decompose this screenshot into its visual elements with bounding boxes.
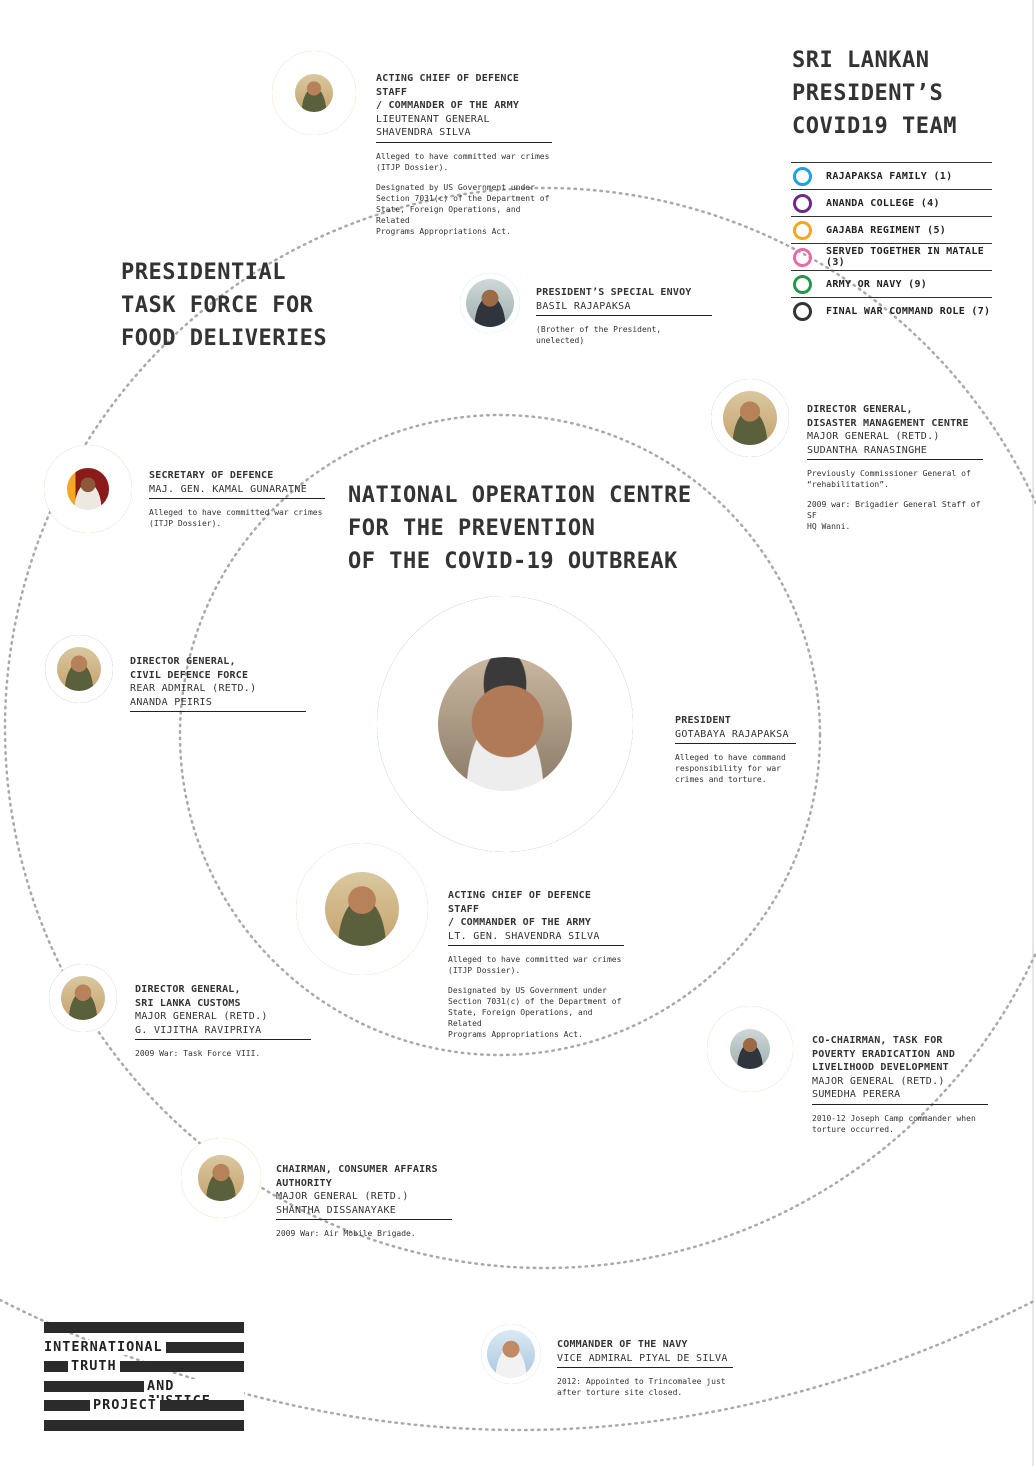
- legend-item: [791, 189, 992, 216]
- info-gotabaya-rajapaksa: [675, 714, 796, 794]
- avatar-kamal-gunaratne: [44, 445, 132, 533]
- divider: [812, 1104, 988, 1105]
- noc-title: [348, 479, 692, 578]
- info-shantha-dissanayake: [276, 1163, 452, 1248]
- note-text: 2012: Appointed to Trincomalee just after torture site closed.: [557, 1377, 726, 1397]
- portrait: [67, 468, 109, 510]
- role-text: COMMANDER OF THE NAVY: [557, 1339, 688, 1350]
- role-text: ACTING CHIEF OF DEFENCE STAFF / COMMANDER OF THE ARMY: [376, 73, 520, 111]
- portrait: [466, 279, 514, 327]
- avatar-gotabaya-rajapaksa: [377, 596, 633, 852]
- logo-bar-row: [44, 1318, 244, 1338]
- note-text: 2010-12 Joseph Camp commander when torture occurred.: [812, 1113, 976, 1134]
- divider: [135, 1039, 311, 1040]
- info-shavendra-silva-top: [376, 72, 552, 246]
- legend-label: FINAL WAR COMMAND ROLE (7): [826, 305, 991, 317]
- legend-item: [791, 297, 992, 324]
- legend: [791, 162, 992, 324]
- info-sudantha-ranasinghe: [807, 403, 983, 541]
- portrait: [198, 1155, 243, 1200]
- divider: [376, 142, 552, 143]
- note-text: Previously Commissioner General of “rehabilitation”.: [807, 469, 971, 489]
- logo-row: [44, 1396, 244, 1416]
- info-kamal-gunaratne: [149, 469, 325, 538]
- role-text: CHAIRMAN, CONSUMER AFFAIRS AUTHORITY: [276, 1164, 438, 1189]
- task-force-title: [121, 256, 327, 355]
- note-text: Alleged to have committed war crimes (ITJP Dossier).: [448, 955, 622, 975]
- noc-title-line-3: OF THE COVID-19 OUTBREAK: [348, 549, 678, 574]
- main-title: [792, 44, 957, 143]
- main-title-line-3: COVID19 TEAM: [792, 114, 957, 139]
- info-piyal-de-silva: [557, 1338, 733, 1407]
- avatar-piyal-de-silva: [481, 1324, 541, 1384]
- avatar-basil-rajapaksa: [460, 273, 520, 333]
- portrait: [487, 1330, 535, 1378]
- portrait: [325, 872, 399, 946]
- main-title-line-1: SRI LANKAN: [792, 48, 930, 73]
- note-text: 2009 war: Brigadier General Staff of SF HQ Wanni.: [807, 500, 981, 531]
- divider: [149, 498, 325, 499]
- logo-text-truth: TRUTH: [68, 1359, 120, 1374]
- note-text: Alleged to have command responsibility for war crimes and torture.: [675, 753, 786, 784]
- note-text: Designated by US Government under Section 7031(c) of the Department of State, Foreign Operations, and Related Programs Appropriations Act.: [448, 986, 622, 1039]
- logo-text-international: INTERNATIONAL: [41, 1340, 166, 1355]
- name-text: GOTABAYA RAJAPAKSA: [675, 728, 789, 740]
- divider: [276, 1219, 452, 1220]
- divider: [557, 1367, 733, 1368]
- legend-label: SERVED TOGETHER IN MATALE (3): [826, 246, 985, 268]
- legend-label: ANANDA COLLEGE (4): [826, 197, 940, 209]
- role-text: SECRETARY OF DEFENCE: [149, 470, 274, 481]
- itjp-logo: [44, 1318, 244, 1435]
- note-text: 2009 War: Air Mobile Brigade.: [276, 1229, 416, 1238]
- legend-label: GAJABA REGIMENT (5): [826, 224, 947, 236]
- divider: [675, 743, 796, 744]
- task-force-title-line-3: FOOD DELIVERIES: [121, 326, 328, 351]
- name-text: MAJOR GENERAL (RETD.) SUMEDHA PERERA: [812, 1075, 945, 1100]
- ring-icon: [793, 221, 812, 240]
- avatar-sudantha-ranasinghe: [711, 379, 789, 457]
- name-text: MAJOR GENERAL (RETD.) SUDANTHA RANASINGHE: [807, 431, 940, 456]
- ring-icon: [793, 194, 812, 213]
- ring-icon: [793, 302, 812, 321]
- role-text: DIRECTOR GENERAL, DISASTER MANAGEMENT CENTRE: [807, 404, 969, 429]
- legend-item: [791, 216, 992, 243]
- legend-item: [791, 270, 992, 297]
- logo-row: [44, 1338, 244, 1358]
- name-text: MAJ. GEN. KAMAL GUNARATNE: [149, 483, 308, 495]
- noc-title-line-1: NATIONAL OPERATION CENTRE: [348, 483, 692, 508]
- logo-row: [44, 1377, 244, 1397]
- logo-row: [44, 1357, 244, 1377]
- noc-title-line-2: FOR THE PREVENTION: [348, 516, 596, 541]
- portrait: [723, 391, 778, 446]
- portrait: [61, 976, 106, 1021]
- ring-icon: [793, 248, 812, 267]
- divider: [130, 711, 306, 712]
- portrait: [295, 74, 333, 112]
- name-text: LIEUTENANT GENERAL SHAVENDRA SILVA: [376, 113, 490, 138]
- info-sumedha-perera: [812, 1034, 988, 1144]
- portrait: [57, 647, 102, 692]
- note-text: 2009 War: Task Force VIII.: [135, 1049, 261, 1058]
- avatar-ananda-peiris: [45, 635, 113, 703]
- portrait: [438, 657, 572, 791]
- avatar-sumedha-perera: [707, 1006, 793, 1092]
- role-text: PRESIDENT: [675, 715, 731, 726]
- portrait: [730, 1029, 770, 1069]
- avatar-shavendra-silva-mid: [296, 843, 428, 975]
- name-text: BASIL RAJAPAKSA: [536, 300, 631, 312]
- role-text: DIRECTOR GENERAL, CIVIL DEFENCE FORCE: [130, 656, 249, 681]
- info-ananda-peiris: [130, 655, 306, 720]
- name-text: MAJOR GENERAL (RETD.) SHANTHA DISSANAYAKE: [276, 1191, 409, 1216]
- logo-text-project: PROJECT: [90, 1398, 160, 1413]
- legend-label: ARMY OR NAVY (9): [826, 278, 928, 290]
- task-force-title-line-1: PRESIDENTIAL: [121, 260, 286, 285]
- note-text: Alleged to have committed war crimes (ITJP Dossier).: [149, 508, 323, 528]
- info-shavendra-silva-mid: [448, 889, 624, 1049]
- info-basil-rajapaksa: [536, 286, 712, 355]
- ring-icon: [793, 167, 812, 186]
- legend-item: [791, 243, 992, 270]
- divider: [448, 945, 624, 946]
- role-text: ACTING CHIEF OF DEFENCE STAFF / COMMANDER OF THE ARMY: [448, 890, 592, 928]
- logo-text-justice: AND: [144, 1379, 244, 1409]
- note-text: (Brother of the President, unelected): [536, 325, 662, 345]
- name-text: MAJOR GENERAL (RETD.) G. VIJITHA RAVIPRIYA: [135, 1011, 268, 1036]
- role-text: DIRECTOR GENERAL, SRI LANKA CUSTOMS: [135, 984, 241, 1009]
- main-title-line-2: PRESIDENT’S: [792, 81, 944, 106]
- name-text: REAR ADMIRAL (RETD.) ANANDA PEIRIS: [130, 683, 257, 708]
- legend-item: [791, 162, 992, 189]
- avatar-vijitha-ravipriya: [49, 964, 117, 1032]
- logo-bar-row: [44, 1416, 244, 1436]
- name-text: LT. GEN. SHAVENDRA SILVA: [448, 930, 600, 942]
- divider: [807, 459, 983, 460]
- avatar-shavendra-silva-top: [272, 51, 356, 135]
- task-force-title-line-2: TASK FORCE FOR: [121, 293, 314, 318]
- role-text: PRESIDENT’S SPECIAL ENVOY: [536, 287, 692, 298]
- info-vijitha-ravipriya: [135, 983, 311, 1068]
- role-text: CO-CHAIRMAN, TASK FOR POVERTY ERADICATION AND LIVELIHOOD DEVELOPMENT: [812, 1035, 956, 1073]
- legend-label: RAJAPAKSA FAMILY (1): [826, 170, 953, 182]
- name-text: VICE ADMIRAL PIYAL DE SILVA: [557, 1352, 728, 1364]
- avatar-shantha-dissanayake: [181, 1138, 261, 1218]
- divider: [536, 315, 712, 316]
- note-text: Alleged to have committed war crimes (ITJP Dossier).: [376, 151, 550, 172]
- ring-icon: [793, 275, 812, 294]
- note-text: Designated by US Government under Section 7031(c) of the Department of State, Foreign Operations, and Related Programs Appropriations Act.: [376, 182, 550, 236]
